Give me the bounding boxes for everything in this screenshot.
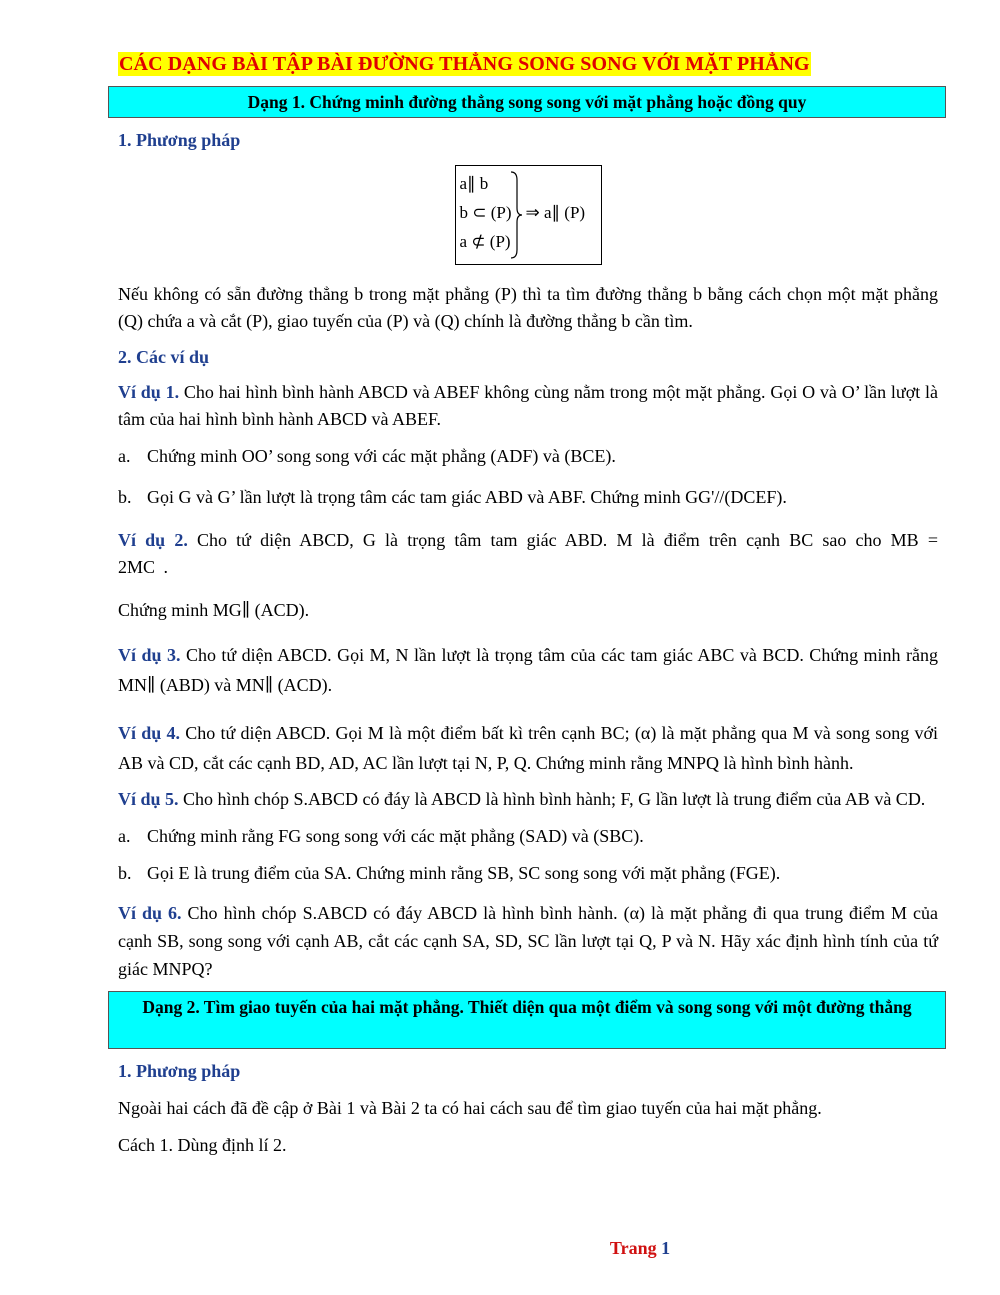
item-key: a.: [118, 446, 131, 466]
example-5: [118, 786, 938, 813]
example-3-label: Ví dụ 3.: [118, 645, 181, 665]
example-5-text: Cho hình chóp S.ABCD có đáy là ABCD là hình bình hành; F, G lần lượt là trung điểm của AB và CD.: [178, 789, 926, 809]
example-5a: [118, 823, 938, 850]
item-key: a.: [118, 826, 131, 846]
brace-icon: [509, 170, 523, 260]
page-footer: [0, 1238, 1000, 1259]
page-number: 1: [661, 1238, 671, 1258]
heading-cac-vi-du: 2. Các ví dụ: [118, 347, 210, 367]
example-1-text: Cho hai hình bình hành ABCD và ABEF không cùng nằm trong một mặt phẳng. Gọi O và O’ lần lượt là tâm của hai hình bình hành ABCD và ABEF.: [118, 382, 938, 429]
formula-result: ⇒ a∥ (P): [525, 203, 586, 222]
item-key: b.: [118, 487, 132, 507]
formula-box: [455, 165, 602, 265]
example-1a-text: Chứng minh OO’ song song với các mặt phẳng (ADF) và (BCE).: [147, 446, 616, 466]
section-band-dang1: Dạng 1. Chứng minh đường thẳng song song với mặt phẳng hoặc đồng quy: [108, 86, 946, 118]
example-2: [118, 527, 938, 581]
example-5b-text: Gọi E là trung điểm của SA. Chứng minh rằng SB, SC song song với mặt phẳng (FGE).: [147, 863, 781, 883]
example-3: [118, 640, 938, 700]
method2-cach1: Cách 1. Dùng định lí 2.: [118, 1135, 287, 1155]
formula-line3: a ⊄ (P): [459, 232, 511, 251]
document-title: CÁC DẠNG BÀI TẬP BÀI ĐƯỜNG THẲNG SONG SONG VỚI MẶT PHẲNG: [119, 53, 810, 75]
example-5b: [118, 860, 938, 887]
example-6-text: Cho hình chóp S.ABCD có đáy ABCD là hình bình hành. (α) là mặt phẳng đi qua trung điểm M của cạnh SB, song song với cạnh AB, cắt các cạnh SA, SD, SC lần lượt tại Q, P và N. Hãy xác định hình tính của tứ giác MNPQ?: [118, 903, 939, 979]
example-1a: [118, 443, 938, 470]
example-2-proof: Chứng minh MG∥ (ACD).: [118, 600, 310, 620]
method-paragraph: Nếu không có sẵn đường thẳng b trong mặt phẳng (P) thì ta tìm đường thẳng b bằng cách chọn một mặt phẳng (Q) chứa a và cắt (P), giao tuyến của (P) và (Q) chính là đường thẳng b cần tìm.: [118, 284, 938, 331]
method2-paragraph: Ngoài hai cách đã đề cập ở Bài 1 và Bài 2 ta có hai cách sau để tìm giao tuyến của hai mặt phẳng.: [118, 1098, 822, 1118]
heading-phuong-phap: 1. Phương pháp: [118, 130, 241, 150]
example-1b-text: Gọi G và G’ lần lượt là trọng tâm các tam giác ABD và ABF. Chứng minh GG'//(DCEF).: [147, 487, 787, 507]
heading-phuong-phap-2: 1. Phương pháp: [118, 1061, 241, 1081]
formula-line2: b ⊂ (P): [459, 203, 512, 222]
document-page: [118, 52, 938, 1159]
formula-line1: a∥ b: [459, 174, 489, 193]
example-1b: [118, 484, 938, 511]
section-band-dang2: Dạng 2. Tìm giao tuyến của hai mặt phẳng. Thiết diện qua một điểm và song song với một đường thẳng: [108, 991, 946, 1049]
example-6-label: Ví dụ 6.: [118, 903, 182, 923]
example-4-text: Cho tứ diện ABCD. Gọi M là một điểm bất kì trên cạnh BC; (α) là mặt phẳng qua M và song song với AB và CD, cắt các cạnh BD, AD, AC lần lượt tại N, P, Q. Chứng minh rằng MNPQ là hình bình hành.: [118, 723, 938, 773]
example-1: [118, 379, 938, 433]
example-2-label: Ví dụ 2.: [118, 530, 188, 550]
example-2-text: Cho tứ diện ABCD, G là trọng tâm tam giác ABD. M là điểm trên cạnh BC sao cho MB = 2MC .: [118, 530, 938, 577]
example-6: [118, 899, 938, 983]
example-4: [118, 718, 938, 778]
example-3-text: Cho tứ diện ABCD. Gọi M, N lần lượt là trọng tâm của các tam giác ABC và BCD. Chứng minh rằng MN∥ (ABD) và MN∥ (ACD).: [118, 645, 938, 695]
example-5a-text: Chứng minh rằng FG song song với các mặt phẳng (SAD) và (SBC).: [147, 826, 644, 846]
item-key: b.: [118, 863, 132, 883]
example-4-label: Ví dụ 4.: [118, 723, 181, 743]
example-1-label: Ví dụ 1.: [118, 382, 180, 402]
example-5-label: Ví dụ 5.: [118, 789, 179, 809]
footer-word: Trang: [609, 1238, 657, 1258]
